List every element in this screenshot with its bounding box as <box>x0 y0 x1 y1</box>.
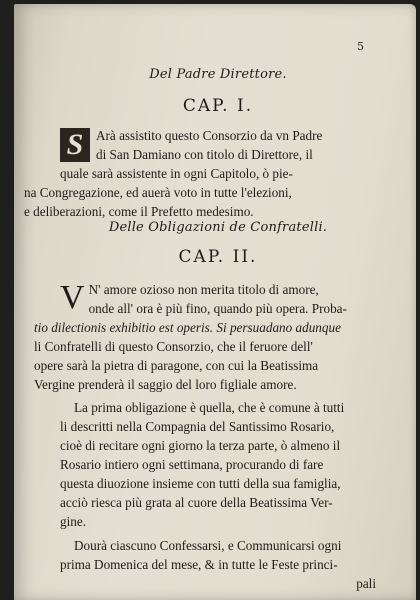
chapter-2-paragraph-1 <box>34 279 376 394</box>
text-line: onde all' ora è più fino, quando più opera. Proba- <box>88 301 347 316</box>
chapter-title-2: CAP. II. <box>178 247 258 267</box>
chapter-2-paragraph-2 <box>60 398 376 531</box>
drop-cap-letter: V <box>60 279 85 316</box>
text-line: e deliberazioni, come il Prefetto medesimo. <box>24 204 254 219</box>
text-line: prima Domenica del mese, & in tutte le Feste princi- <box>60 557 338 572</box>
book-page <box>14 4 416 600</box>
text-line: acciò riesca più grata al cuore della Beatissima Ver- <box>60 495 333 510</box>
chapter-2-paragraph-3 <box>60 536 376 593</box>
text-line: gine. <box>60 514 87 529</box>
text-line: N' amore ozioso non merita titolo di amore, <box>88 282 319 297</box>
text-line: opere sarà la pietra di paragone, con cui la Beatissima <box>34 358 319 373</box>
text-line: Rosario intiero ogni settimana, procurando di fare <box>60 457 324 472</box>
text-line: Arà assistito questo Consorzio da vn Padre <box>96 128 323 143</box>
text-line: li descritti nella Compagnia del Santissimo Rosario, <box>60 419 335 434</box>
chapter-1-paragraph <box>24 126 376 221</box>
text-line: na Congregazione, ed auerà voto in tutte l'elezioni, <box>24 185 292 200</box>
text-line: tio dilectionis exhibitio est operis. Si persuadano adunque <box>34 320 341 335</box>
text-line: li Confratelli di questo Consorzio, che il feruore dell' <box>34 339 313 354</box>
page-number: 5 <box>357 40 364 53</box>
section-heading-obligations: Delle Obligazioni de Confratelli. <box>108 220 328 235</box>
text-line: questa diuozione insieme con tutti della sua famiglia, <box>60 476 341 491</box>
text-line: Dourà ciascuno Confessarsi, e Communicarsi ogni <box>74 538 342 553</box>
catchword: pali <box>356 576 376 591</box>
text-line: cioè di recitare ogni giorno la terza parte, ò almeno il <box>60 438 341 453</box>
text-line: Vergine prenderà il saggio del loro figliale amore. <box>34 377 297 392</box>
section-heading-director: Del Padre Direttore. <box>149 67 287 82</box>
chapter-title-1: CAP. I. <box>182 96 254 116</box>
text-line: di San Damiano con titolo di Direttore, il <box>96 147 313 162</box>
drop-cap-ornament: S <box>60 128 90 162</box>
text-line: quale sarà assistente in ogni Capitolo, ò pie- <box>60 166 293 181</box>
text-line: La prima obligazione è quella, che è comune à tutti <box>74 400 345 415</box>
